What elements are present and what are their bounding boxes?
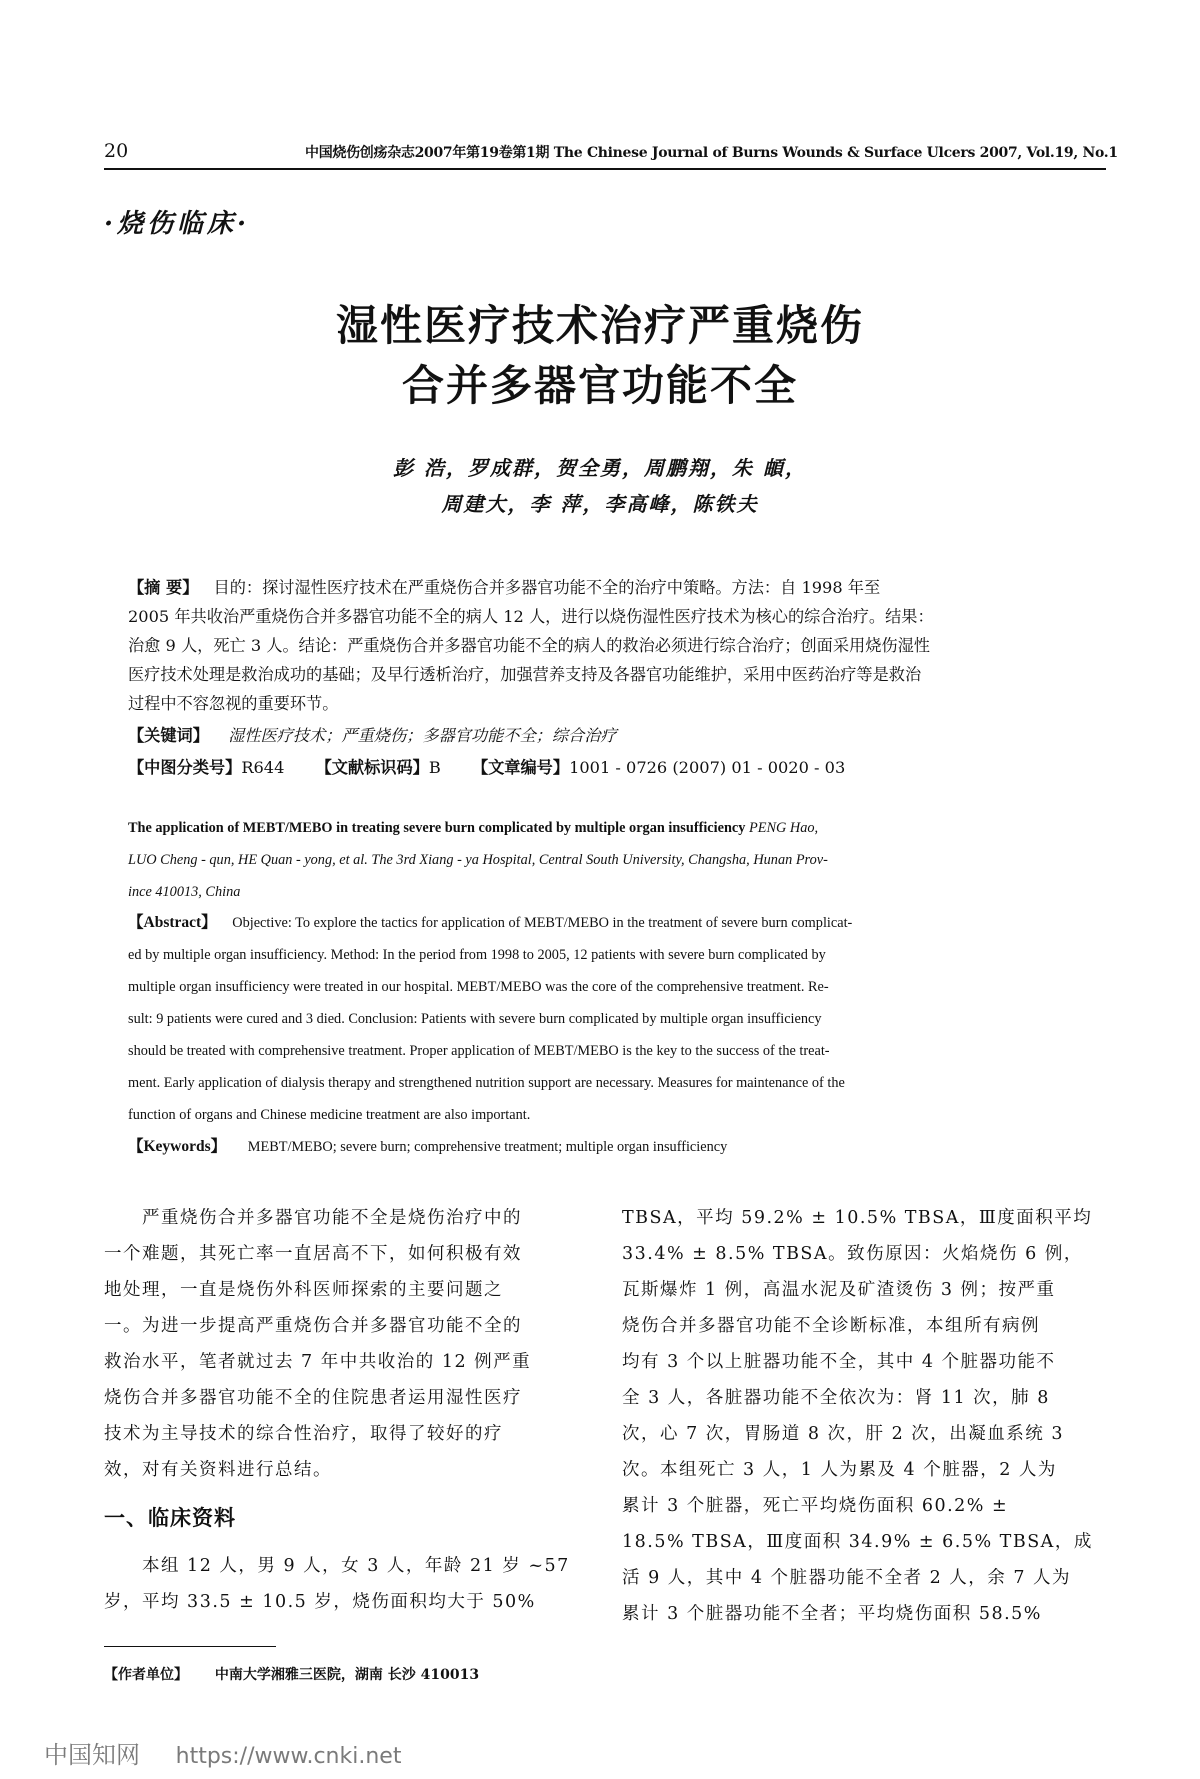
authors-line-2: 周建大，李 萍，李高峰，陈铁夫 <box>441 492 759 516</box>
body-line: 严重烧伤合并多器官功能不全是烧伤治疗中的 <box>104 1208 522 1228</box>
body-line: 救治水平，笔者就过去 7 年中共收治的 12 例严重 <box>104 1352 532 1372</box>
section-heading: 一、临床资料 <box>104 1506 236 1530</box>
en-abstract-line <box>128 907 1072 939</box>
en-affiliation-line: ince 410013, China <box>128 884 241 900</box>
body-line: 一。为进一步提高严重烧伤合并多器官功能不全的 <box>104 1316 522 1336</box>
classification-label: 【中图分类号】 <box>128 758 242 777</box>
en-abstract-line: should be treated with comprehensive treatment. Proper application of MEBT/MEBO is the key to the success of the treat- <box>128 1043 830 1059</box>
body-line: 全 3 人，各脏器功能不全依次为：肾 11 次，肺 8 <box>622 1388 1050 1408</box>
cn-abstract-line: 治愈 9 人，死亡 3 人。结论：严重烧伤合并多器官功能不全的病人的救治必须进行综合治疗；创面采用烧伤湿性 <box>128 636 930 655</box>
body-right-column <box>622 1200 1106 1632</box>
cn-abstract-line: 医疗技术处理是救治成功的基础；及早行透析治疗，加强营养支持及各器官功能维护，采用中医药治疗等是救治 <box>128 665 922 684</box>
en-affiliation-line: LUO Cheng - qun, HE Quan - yong, et al. The 3rd Xiang - ya Hospital, Central South University, Changsha, Hunan Prov- <box>128 852 828 868</box>
footnote-text: 中南大学湘雅三医院，湖南 长沙 410013 <box>214 1667 480 1683</box>
article-no-value: 1001 - 0726 (2007) 01 - 0020 - 03 <box>569 758 846 777</box>
body-line: 一个难题，其死亡率一直居高不下，如何积极有效 <box>104 1244 522 1264</box>
cn-abstract-label: 【摘 要】 <box>128 578 199 597</box>
en-abstract-line: function of organs and Chinese medicine treatment are also important. <box>128 1107 531 1123</box>
body-line: 累计 3 个脏器，死亡平均烧伤面积 60.2% ± <box>622 1496 1009 1516</box>
body-line: 18.5% TBSA，Ⅲ度面积 34.9% ± 6.5% TBSA，成 <box>622 1532 1093 1552</box>
cn-classification-line <box>128 753 1072 782</box>
body-line: 烧伤合并多器官功能不全的住院患者运用湿性医疗 <box>104 1388 522 1408</box>
doc-code-label: 【文献标识码】 <box>315 758 429 777</box>
article-title-line-1: 湿性医疗技术治疗严重烧伤 <box>335 301 864 350</box>
body-line: 技术为主导技术的综合性治疗，取得了较好的疗 <box>104 1424 503 1444</box>
body-line: 次，心 7 次，胃肠道 8 次，肝 2 次，出凝血系统 3 <box>622 1424 1064 1444</box>
body-line: 岁，平均 33.5 ± 10.5 岁，烧伤面积均大于 50% <box>104 1592 536 1612</box>
article-no-label: 【文章编号】 <box>471 758 570 777</box>
en-title: The application of MEBT/MEBO in treating severe burn complicated by multiple organ insufficiency <box>128 820 746 836</box>
body-left-column <box>104 1200 582 1620</box>
body-line: 次。本组死亡 3 人，1 人为累及 4 个脏器，2 人为 <box>622 1460 1057 1480</box>
doc-code-value: B <box>428 758 441 777</box>
footnote-rule <box>104 1646 276 1647</box>
page-number: 20 <box>104 140 129 162</box>
cnki-watermark <box>44 1735 401 1770</box>
en-abstract-text: Objective: To explore the tactics for application of MEBT/MEBO in the treatment of severe burn complicat- <box>232 915 853 931</box>
cn-keywords: 湿性医疗技术；严重烧伤；多器官功能不全；综合治疗 <box>228 726 617 745</box>
body-line: TBSA，平均 59.2% ± 10.5% TBSA，Ⅲ度面积平均 <box>622 1208 1093 1228</box>
body-line: 地处理，一直是烧伤外科医师探索的主要问题之 <box>104 1280 503 1300</box>
cn-abstract-line <box>128 573 1072 602</box>
section-tag: ·烧伤临床· <box>104 209 251 239</box>
classification-value: R644 <box>241 758 285 777</box>
en-abstract-line: ed by multiple organ insufficiency. Method: In the period from 1998 to 2005, 12 patients with severe burn complicated by <box>128 947 826 963</box>
body-line: 瓦斯爆炸 1 例，高温水泥及矿渣烫伤 3 例；按严重 <box>622 1280 1056 1300</box>
cn-abstract-line: 2005 年共收治严重烧伤合并多器官功能不全的病人 12 人，进行以烧伤湿性医疗技术为核心的综合治疗。结果： <box>128 607 934 626</box>
body-line: 33.4% ± 8.5% TBSA。致伤原因：火焰烧伤 6 例， <box>622 1244 1083 1264</box>
en-first-author: PENG Hao, <box>749 820 819 836</box>
body-line: 累计 3 个脏器功能不全者；平均烧伤面积 58.5% <box>622 1604 1042 1624</box>
body-line: 本组 12 人，男 9 人，女 3 人，年龄 21 岁 ~57 <box>104 1556 570 1576</box>
article-title-line-2: 合并多器官功能不全 <box>401 361 798 410</box>
en-keywords-label: 【Keywords】 <box>128 1138 227 1155</box>
cn-abstract-line: 过程中不容忽视的重要环节。 <box>128 694 339 713</box>
authors-line-1: 彭 浩，罗成群，贺全勇，周鹏翔，朱 頔， <box>393 456 807 480</box>
en-keywords-line <box>128 1131 1072 1163</box>
cn-keywords-label: 【关键词】 <box>128 726 209 745</box>
cn-abstract-text: 目的：探讨湿性医疗技术在严重烧伤合并多器官功能不全的治疗中策略。方法：自 1998 年至 <box>213 578 881 597</box>
en-keywords: MEBT/MEBO; severe burn; comprehensive treatment; multiple organ insufficiency <box>247 1139 728 1155</box>
running-header: 中国烧伤创疡杂志2007年第19卷第1期 The Chinese Journal of Burns Wounds & Surface Ulcers 2007, Vol.19, No.1 <box>305 145 1118 161</box>
watermark-brand: 中国知网 <box>44 1741 140 1769</box>
cn-keywords-line <box>128 721 1072 750</box>
en-abstract-line: sult: 9 patients were cured and 3 died. Conclusion: Patients with severe burn complicated by multiple organ insufficiency <box>128 1011 822 1027</box>
en-abstract-line: ment. Early application of dialysis therapy and strengthened nutrition support are necessary. Measures for maintenance of the <box>128 1075 845 1091</box>
en-title-line-1 <box>128 812 1072 844</box>
watermark-url[interactable]: https://www.cnki.net <box>175 1744 402 1769</box>
en-abstract-line: multiple organ insufficiency were treated in our hospital. MEBT/MEBO was the core of the comprehensive treatment. Re- <box>128 979 829 995</box>
header-rule <box>104 168 1106 170</box>
body-line: 效，对有关资料进行总结。 <box>104 1460 332 1480</box>
body-line: 均有 3 个以上脏器功能不全，其中 4 个脏器功能不 <box>622 1352 1056 1372</box>
author-affiliation-footnote <box>104 1664 479 1684</box>
body-line: 活 9 人，其中 4 个脏器功能不全者 2 人，余 7 人为 <box>622 1568 1072 1588</box>
en-abstract-label: 【Abstract】 <box>128 914 217 931</box>
footnote-label: 【作者单位】 <box>104 1667 188 1683</box>
body-line: 烧伤合并多器官功能不全诊断标准，本组所有病例 <box>622 1316 1040 1336</box>
